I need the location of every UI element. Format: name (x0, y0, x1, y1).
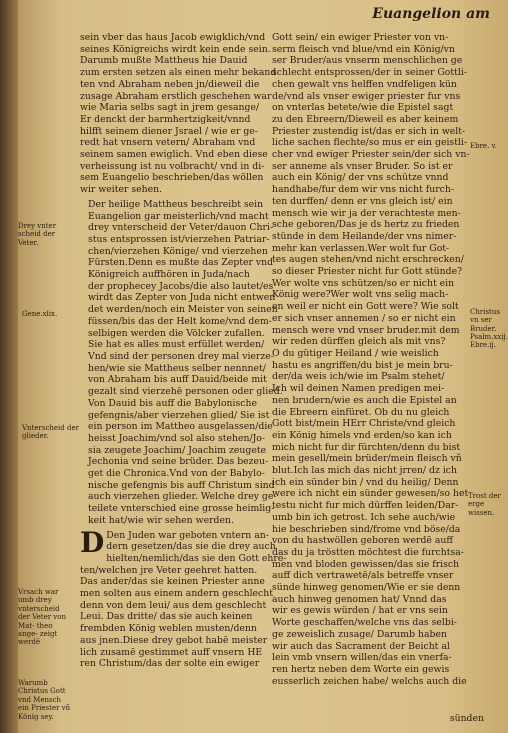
text-line: stünde in dem Heilande/der vns nimer- (272, 230, 457, 242)
text-line: wir weiter sehen. (80, 184, 163, 196)
text-line: sche geboren/Das je ds hertz zu frieden (272, 219, 460, 231)
text-line: Ich wil deinen Namen predigen mei- (272, 383, 445, 395)
text-line: auch vierzehen glieder. Welche drey ge- (88, 491, 277, 503)
text-line: Euangelion gar meisterlich/vnd macht (88, 210, 269, 222)
text-line: gezalt sind vierzehē personen oder glied. (88, 386, 283, 398)
text-line: mich nicht fur dir fürchten/denn du bist (272, 441, 461, 453)
text-line: ten vnd Abraham neben jn/dieweil die (80, 78, 260, 90)
text-line: gefengnis/aber vierzehen glied/ Sie ist (88, 409, 270, 421)
text-line: ein person im Mattheo ausgelassen/die (88, 421, 273, 433)
text-line: wirdt das Zepter von Juda nicht entwen (88, 292, 276, 304)
right-text-column (272, 32, 468, 722)
text-line: mensch were vnd vnser bruder.mit dem (272, 324, 460, 336)
running-header: Euangelion am (372, 6, 490, 22)
text-line: auch ein König/ der vns schütze vnnd (272, 172, 449, 184)
text-line: ich ein sünder bin / vnd du heilig/ Denn (272, 476, 459, 488)
text-line: Worte geschaffen/welche vns das selbi- (272, 617, 457, 629)
text-line: hie beschrieben sind/frome vnd böse/da (272, 523, 461, 535)
text-line: Priester zustendig ist/das er sich in welt- (272, 125, 466, 137)
margin-note-christus-bruder: Christus vn ser Bruder. (470, 308, 500, 333)
text-line: König were?Wer wolt vns selig mach- (272, 289, 449, 301)
text-line: hielten/nemlich/das sie den Gott ehre- (106, 552, 287, 564)
text-line: von du hastwöllen geboren werdē auff (272, 535, 454, 547)
text-line: Vnd sind der personen drey mal vierze- (88, 350, 274, 362)
text-line: das du ja tröstten möchtest die furchtsa- (272, 546, 464, 558)
text-line: füssen/bis das der Helt kome/vnd dem- (88, 315, 272, 327)
text-line: Leui. Das dritte/ das sie auch keinen (80, 611, 253, 623)
text-line: men vnd bloden gewissen/das sie frisch (272, 558, 460, 570)
text-line: serm fleisch vnd blue/vnd ein König/vn (272, 43, 455, 55)
catchword: sünden (449, 713, 484, 724)
text-line: were ich nicht ein sünder gewesen/so het (272, 488, 469, 500)
text-line: ge zeweislich zusage/ Darumb haben (272, 628, 447, 640)
margin-note-warumb-christus: Warumb Christus Gott vnd Mensch ein Priester vñ König sey. (18, 679, 71, 721)
text-line: aus jnen.Diese drey gebot habē meister (80, 634, 268, 646)
margin-note-ebre-v: Ebre. v. (470, 142, 497, 150)
text-line: Das ander/das sie keinen Priester anne (80, 576, 265, 588)
text-line: sein vber das haus Jacob ewigklich/vnd (80, 32, 266, 43)
margin-note-drey-vnterscheid: Drey vnter scheid der Veter. (18, 222, 57, 247)
text-line: der prophecey Jacobs/die also lautet/es (88, 280, 274, 292)
text-line: seinem samen ewiglich. Vnd eben diese (80, 149, 268, 161)
text-line: lich zusamē gestimmet auff vnsern HE (80, 646, 263, 658)
text-line: Der heilige Mattheus beschreibt sein (88, 198, 264, 210)
text-line: cher vnd ewiger Priester sein/der sich vn- (272, 149, 470, 161)
text-line: sem Euangelio beschrieben/das wöllen (80, 172, 264, 184)
text-line: O du gütiger Heiland / wie weislich (272, 347, 439, 359)
text-line: wir es gewis würden / hat er vns sein (272, 605, 448, 617)
text-line: redt hat vnsern vetern/ Abraham vnd (80, 137, 256, 149)
text-line: mehr kan verlassen.Wer wolt fur Got- (272, 242, 450, 254)
text-line: zusage Abraham erstlich geschehen war (80, 90, 272, 102)
text-line: schlecht entsprossen/der in seiner Gottli- (272, 67, 467, 79)
text-line: hastu es angriffen/du bist je mein bru- (272, 359, 453, 371)
text-line: ren Christum/das der solte ein ewiger (80, 658, 260, 670)
page-gutter-shadow (0, 0, 18, 733)
text-line: wir reden dürffen gleich als mit vns? (272, 336, 446, 348)
text-line: heisst Joachim/vnd sol also stehen/Jo- (88, 432, 266, 444)
text-line: teilete vnterschied eine grosse heimlig- (88, 503, 275, 515)
text-line: die Ebreern einfüret. Ob du nu gleich (272, 406, 450, 418)
text-line: Gott sein/ ein ewiger Priester von vn- (272, 32, 449, 43)
text-line: seines Königreichs wirdt kein ende sein. (80, 43, 271, 55)
text-line: blut.Ich las mich das nicht jrren/ dz ich (272, 465, 457, 477)
text-line: so dieser Priester nicht fur Gott stünde? (272, 266, 463, 278)
text-line: auch hinweg genomen hat/ Vnnd das (272, 593, 447, 605)
left-text-column (80, 32, 287, 722)
text-line: liche sachen flechte/so mus er ein geistli- (272, 137, 468, 149)
text-line: dern gesetzen/das sie die drey auch (106, 541, 276, 553)
text-line: en weil er nicht ein Gott were? Wie solt (272, 301, 459, 313)
text-line: er sich vnser annemen / so er nicht ein (272, 312, 456, 324)
text-line: chen gewalt vns helffen vndfeligen kün (272, 78, 457, 90)
text-line: Darumb mußte Mattheus hie Dauid (80, 55, 248, 67)
text-line: keit hat/wie wir sehen werden. (88, 514, 234, 526)
text-line: men solten aus einem andern geschlecht (80, 588, 273, 600)
right-column-text (272, 32, 468, 687)
text-line: wir auch das Sacrament der Beicht al (272, 640, 450, 652)
text-line: stus entsprossen ist/vierzehen Patriar- (88, 233, 270, 245)
text-line: de/vnd als vnser ewiger priester fur vns (272, 90, 461, 102)
margin-note-trost: Trost der erge wissen. (468, 492, 501, 517)
text-line: lein vmb vnsern willen/das ein vnerfa- (272, 652, 452, 664)
text-line: mein gesell/mein brüder/mein fleisch vñ (272, 453, 462, 465)
text-line: get die Chronica.Vnd von der Babylo- (88, 468, 265, 480)
text-line: wie Maria selbs sagt in jrem gesange/ (80, 102, 260, 114)
text-line: verheissung ist nu volbracht/ vnd in di- (80, 160, 265, 172)
text-line: drey vnterscheid der Veter/dauon Chri- (88, 222, 274, 234)
paragraph-1 (80, 32, 277, 196)
text-line: Den Juden war geboten vntern an- (106, 529, 269, 541)
margin-note-genesis-ref: Gene.xlix. (22, 310, 58, 318)
text-line: frembden König weblen musten/denn (80, 623, 257, 635)
text-line: zum ersten setzen als einen mehr bekand (80, 67, 277, 79)
text-line: Königreich auffhören in Juda/nach (88, 269, 250, 281)
text-line: nen brudern/wie es auch die Epistel an (272, 394, 457, 406)
text-line: selbigen werden die Völcker zufallen. (88, 327, 265, 339)
margin-note-vrsach: Vrsach war umb drey vnterscheid der Veter von Mat- theo ange- zeigt werdē (18, 588, 66, 647)
text-line: der/da weis ich/wie im Psalm stehet/ (272, 371, 445, 383)
text-line: ten/welchen jre Veter geehret hatten. (80, 564, 258, 576)
text-line: Er denckt der barmhertzigkeit/vnnd (80, 113, 251, 125)
text-line: Von Dauid bis auff die Babylonische (88, 397, 257, 409)
paragraph-3 (80, 525, 287, 670)
text-line: auff dich vertrawetē/als betreffe vnser (272, 570, 454, 582)
text-line: umb bin ich getrost. Ich sehe auch/wie (272, 511, 456, 523)
text-line: ten durffen/ denn er vns gleich ist/ ein (272, 195, 453, 207)
text-line: nische gefengnis bis auff Christum sind (88, 479, 275, 491)
text-line: Jechonia vnd seine brüder. Das bezeu- (88, 456, 269, 468)
paragraph-2 (80, 198, 283, 527)
text-line: Sie hat es alles must erfüllet werden/ (88, 339, 265, 351)
text-line: chen/vierzehen Könige/ vnd vierzehen (88, 245, 268, 257)
text-line: mensch wie wir ja der verachteste men- (272, 207, 461, 219)
text-line: ser anneme als vnser Bruder. So ist er (272, 160, 453, 172)
text-line: hen/wie sie Mattheus selber nennnet/ (88, 362, 266, 374)
text-line: hilfft seinem diener Jsrael / wie er ge- (80, 125, 258, 137)
margin-note-vnterscheid-glieder: Vnterscheid der glieder. (22, 424, 79, 441)
text-line: ren hertz neben dem Worte ein gewis (272, 663, 450, 675)
text-line: on vnterlas betete/wie die Epistel sagt (272, 102, 454, 114)
text-line: Fürsten.Denn es mußte das Zepter vnd (88, 257, 274, 269)
text-line: zu den Ebreern/Dieweil es aber keinem (272, 113, 459, 125)
text-line: sia zeugete Joachim/ Joachim zeugete (88, 444, 267, 456)
drop-capital: D (80, 525, 105, 559)
text-line: testu nicht fur mich dürffen leiden/Dar- (272, 500, 459, 512)
text-line: ser Bruder/aus vnserm menschlichen ge (272, 55, 463, 67)
text-line: det werden/noch ein Meister von seinen (88, 304, 278, 316)
text-line: denn von dem leui/ aus dem geschlecht (80, 599, 267, 611)
text-line: ein König himels vnd erden/so kan ich (272, 429, 452, 441)
text-line: tes augen stehen/vnd nicht erschrecken/ (272, 254, 464, 266)
text-line: Gott bist/mein HErr Christe/vnd gleich (272, 418, 456, 430)
text-line: sünde hinweg genomen/Wie er sie denn (272, 582, 461, 594)
margin-note-psalm-ref: Psalm.xxij. Ebre.ij. (470, 333, 508, 350)
text-line: von Abraham bis auff Dauid/beide mit (88, 374, 267, 386)
text-line: eusserlich zeichen habe/ welchs auch die (272, 675, 467, 687)
text-line: Wer wolte vns schützen/so er nicht ein (272, 277, 455, 289)
text-line: handhabe/fur dem wir vns nicht furch- (272, 184, 454, 196)
